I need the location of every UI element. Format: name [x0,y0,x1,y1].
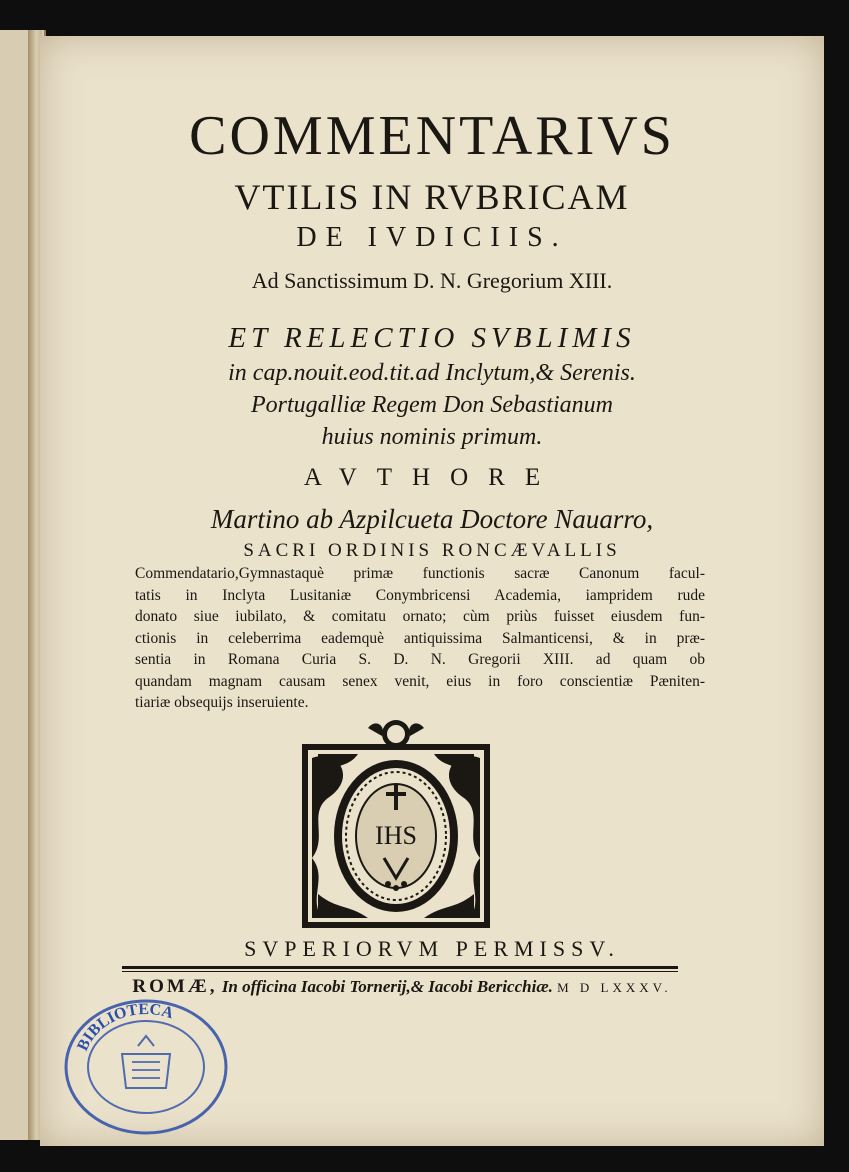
relectio-heading: ET RELECTIO SVBLIMIS [228,322,636,354]
imprint-line [122,976,682,998]
imprint-rule-thin [122,971,678,972]
description-line: sentia in Romana Curia S. D. N. Gregorii XIII. ad quam ob [135,651,705,668]
author-description [135,563,705,714]
relectio-line-2: in cap.nouit.eod.tit.ad Inclytum,& Serenis. [228,360,636,386]
description-line: quandam magnam causam senex venit, eius in foro conscientiæ Pæniten- [135,672,705,690]
author-name: Martino ab Azpilcueta Doctore Nauarro, [210,504,654,534]
title-line-2: VTILIS IN RVBRICAM [234,177,630,217]
imprint-printers: In officina Iacobi Tornerij,& Iacobi Bericchiæ. [221,977,553,996]
title-page [40,36,824,1146]
relectio-line-3: Portugalliæ Regem Don Sebastianum [251,392,613,418]
ihs-monogram: IHS [375,821,417,850]
description-line: tiariæ obsequijs inseruiente. [135,694,309,711]
jesuit-emblem [298,718,494,932]
imprint-date: M D LXXXV. [557,980,672,995]
stamp-text: BIBLIOTECA [74,1000,176,1054]
title-line-3: DE IVDICIIS. [296,222,568,253]
library-stamp [62,996,230,1138]
author-order: SACRI ORDINIS RONCÆVALLIS [243,540,621,561]
permission-line: SVPERIORVM PERMISSV. [244,936,620,961]
author-label: AVTHORE [303,464,561,491]
imprint-city: ROMÆ, [132,976,218,997]
dedication-line: Ad Sanctissimum D. N. Gregorium XIII. [251,268,613,293]
description-line: Commendatario,Gymnastaquè primæ functionis sacræ Canonum facul- [135,565,705,582]
title-line-1: COMMENTARIVS [189,105,675,167]
description-line: ctionis in celeberrima eademquè antiquissima Salmanticensi, & in præ- [135,629,705,647]
imprint-rule [122,966,678,969]
relectio-line-4: huius nominis primum. [321,424,543,450]
description-line: donato siue iubilato, & comitatu ornato; cùm priùs fuisset eiusdem fun- [135,608,705,625]
description-line: tatis in Inclyta Lusitaniæ Conymbricensi Academia, iampridem rude [135,586,705,604]
